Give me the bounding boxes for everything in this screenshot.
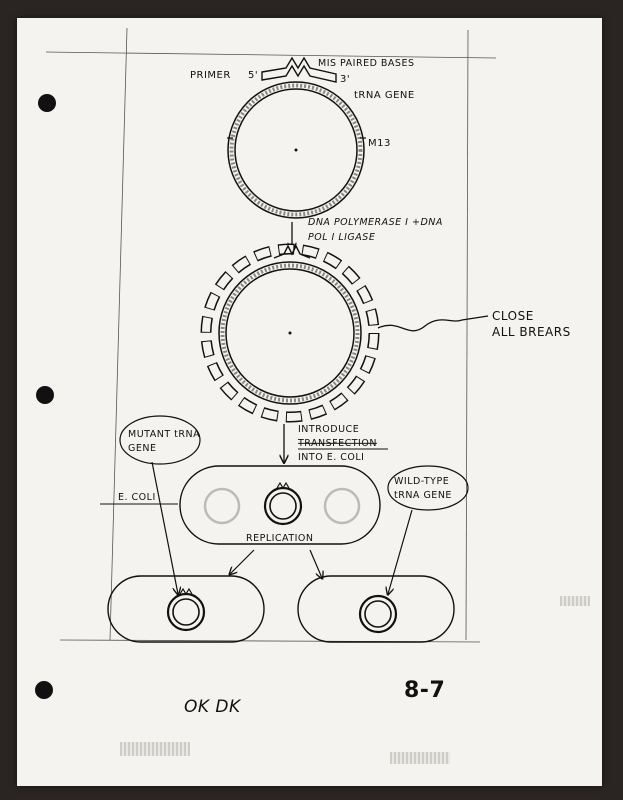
- transfection-label: TRANSFECTION: [298, 438, 377, 449]
- mispaired-bases-label: MIS PAIRED BASES: [318, 58, 415, 69]
- primer-label: PRIMER: [190, 70, 231, 81]
- three-prime-label: 3': [340, 74, 351, 85]
- faded-plasmid: [325, 489, 359, 523]
- pointer-squiggle: [378, 316, 488, 331]
- heteroduplex-plasmid: [265, 483, 301, 524]
- mutant-plasmid: [168, 589, 204, 630]
- m13-circle: [227, 82, 366, 218]
- mutant-callout-bubble: [120, 416, 200, 464]
- close-label-1: CLOSE: [492, 309, 534, 323]
- close-label-2: ALL BREARS: [492, 325, 571, 339]
- mutant-label-1: MUTANT tRNA: [128, 429, 201, 440]
- pointer-arrow: [152, 462, 178, 594]
- five-prime-label: 5': [248, 70, 259, 81]
- frame-lines: [46, 28, 496, 642]
- trna-gene-label: tRNA GENE: [354, 90, 415, 101]
- faded-plasmid: [205, 489, 239, 523]
- process-arrow: [230, 550, 254, 574]
- ecoli-cell-mutant: [108, 576, 264, 642]
- m13-label: M13: [368, 138, 391, 149]
- page-number: 8-7: [404, 678, 446, 703]
- polymerase-label-1: DNA POLYMERASE I +DNA: [308, 217, 443, 228]
- signoff-initials: OK DK: [184, 697, 241, 717]
- process-arrow: [310, 550, 322, 578]
- into-ecoli-label: INTO E. COLI: [298, 452, 365, 463]
- double-strand-circle: [206, 246, 374, 417]
- wildtype-callout-bubble: [388, 466, 468, 510]
- wildtype-label-1: WILD-TYPE: [394, 476, 450, 487]
- wildtype-label-2: tRNA GENE: [394, 490, 452, 501]
- mutant-label-2: GENE: [128, 443, 157, 454]
- replication-label: REPLICATION: [246, 533, 314, 544]
- polymerase-label-2: POL I LIGASE: [308, 232, 376, 243]
- ecoli-label: E. COLI: [118, 492, 156, 503]
- wildtype-plasmid: [360, 596, 396, 632]
- pointer-arrow: [388, 510, 412, 594]
- introduce-label: INTRODUCE: [298, 424, 360, 435]
